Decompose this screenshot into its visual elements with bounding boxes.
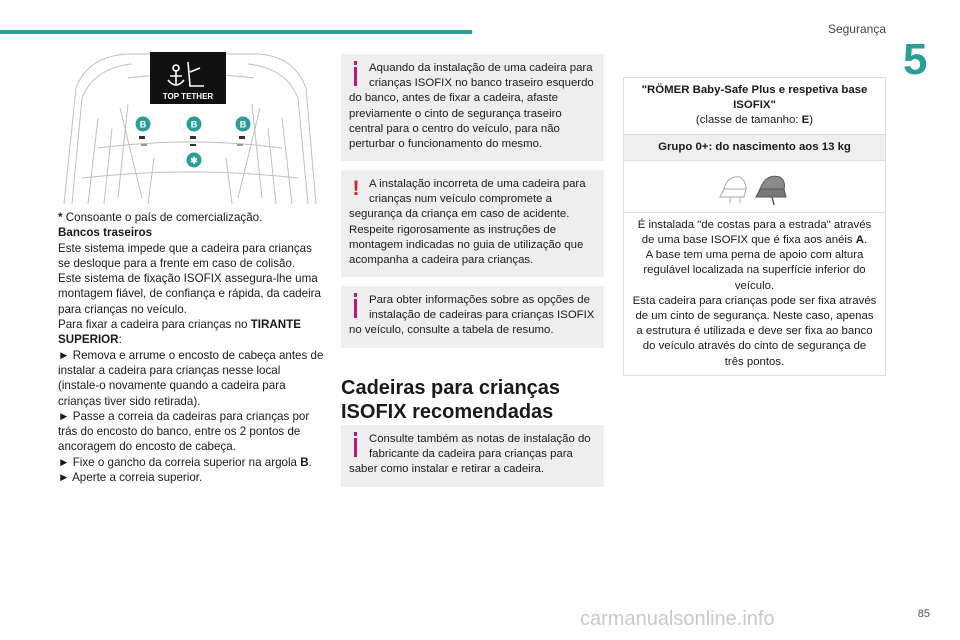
table-group-row: Grupo 0+: do nascimento aos 13 kg	[624, 134, 885, 160]
info-icon	[349, 293, 363, 319]
step-4: ► Aperte a correia superior.	[58, 471, 203, 485]
footnote: * Consoante o país de comercialização.	[58, 211, 263, 224]
info-icon	[349, 61, 363, 87]
warning-icon: !	[352, 177, 360, 200]
table-description-row	[624, 212, 885, 375]
paragraph-isofix: Este sistema de fixação ISOFIX assegura-lhe uma montagem fiável, de confiança e rápida, da cadeira para crianças no veículo.	[58, 272, 321, 316]
child-seat-image	[624, 160, 885, 212]
page-number: 85	[917, 608, 930, 620]
recommended-seat-table	[623, 77, 886, 376]
paragraph-purpose: Este sistema impede que a cadeira para crianças se desloque para a frente em caso de colisão.	[58, 241, 312, 270]
step-arrow-icon: ►	[58, 471, 70, 485]
step-arrow-icon: ►	[58, 455, 70, 469]
info-note-central-belt: Aquando da instalação de uma cadeira para crianças ISOFIX no banco traseiro esquerdo do banco, antes de fixar a cadeira, afaste previamente o cinto de segurança traseiro central para o centro do veículo, para não perturbar o funcionamento do mesmo.	[341, 54, 604, 161]
step-arrow-icon: ►	[58, 348, 70, 362]
step-arrow-icon: ►	[58, 409, 70, 423]
table-title-row: "RÖMER Baby-Safe Plus e respetiva base ISOFIX" (classe de tamanho: E)	[641, 84, 868, 127]
section-heading-recommended-seats: Cadeiras para crianças ISOFIX recomendadas	[341, 377, 561, 423]
paragraph-top-tether-intro: Para fixar a cadeira para crianças no TIRANTE SUPERIOR:	[58, 318, 301, 347]
info-note-manufacturer: Consulte também as notas de instalação do fabricante da cadeira para crianças para saber como instalar e retirar a cadeira.	[341, 425, 604, 487]
star-anchor-marker: ✱	[190, 155, 198, 166]
warning-note-installation: ! A instalação incorreta de uma cadeira para crianças num veículo compromete a segurança da criança em caso de acidente. Respeite rigorosamente as instruções de montagem indicadas no guia de utilização que acompanha a cadeira para crianças.	[341, 170, 604, 277]
rear-seats-heading: Bancos traseiros	[58, 226, 153, 240]
column-1-body	[58, 210, 324, 485]
step-2: ► Passe a correia da cadeiras para crianças por trás do encosto do banco, entre os 2 pontos de ancoragem do encosto de cabeça.	[58, 409, 310, 454]
step-1: ► Remova e arrume o encosto de cabeça antes de instalar a cadeira para crianças nesse local (instale-o novamente quando a cadeira para crianças tiver sido retirada).	[58, 348, 324, 408]
info-note-summary-table: Para obter informações sobre as opções de instalação de cadeiras para crianças ISOFIX no veículo, consulte a tabela de resumo.	[341, 286, 604, 348]
anchor-label-b-right: B	[239, 119, 247, 130]
chapter-number: 5	[903, 35, 928, 84]
section-title: Segurança	[827, 22, 886, 36]
header-accent-bar	[0, 30, 472, 34]
top-tether-label: TOP TETHER	[162, 92, 214, 101]
step-3: ► Fixe o gancho da correia superior na argola B.	[58, 455, 312, 469]
description-seat-belt: Esta cadeira para crianças pode ser fixa através de um cinto de segurança. Neste caso, apenas a estrutura é utilizada e deve ser fixa ao banco do veículo através do cinto de segurança de três pontos.	[632, 294, 877, 368]
anchor-label-b-left: B	[139, 119, 147, 130]
info-icon	[349, 432, 363, 458]
description-rear-facing: É instalada "de costas para a estrada" através de uma base ISOFIX que é fixa aos anéis A.	[637, 218, 872, 247]
rear-seat-anchor-illustration	[58, 48, 322, 204]
watermark: carmanualsonline.info	[580, 608, 775, 630]
anchor-label-b-center: B	[190, 119, 198, 130]
description-support-leg: A base tem uma perna de apoio com altura regulável localizada na superfície inferior do veículo.	[643, 249, 866, 292]
